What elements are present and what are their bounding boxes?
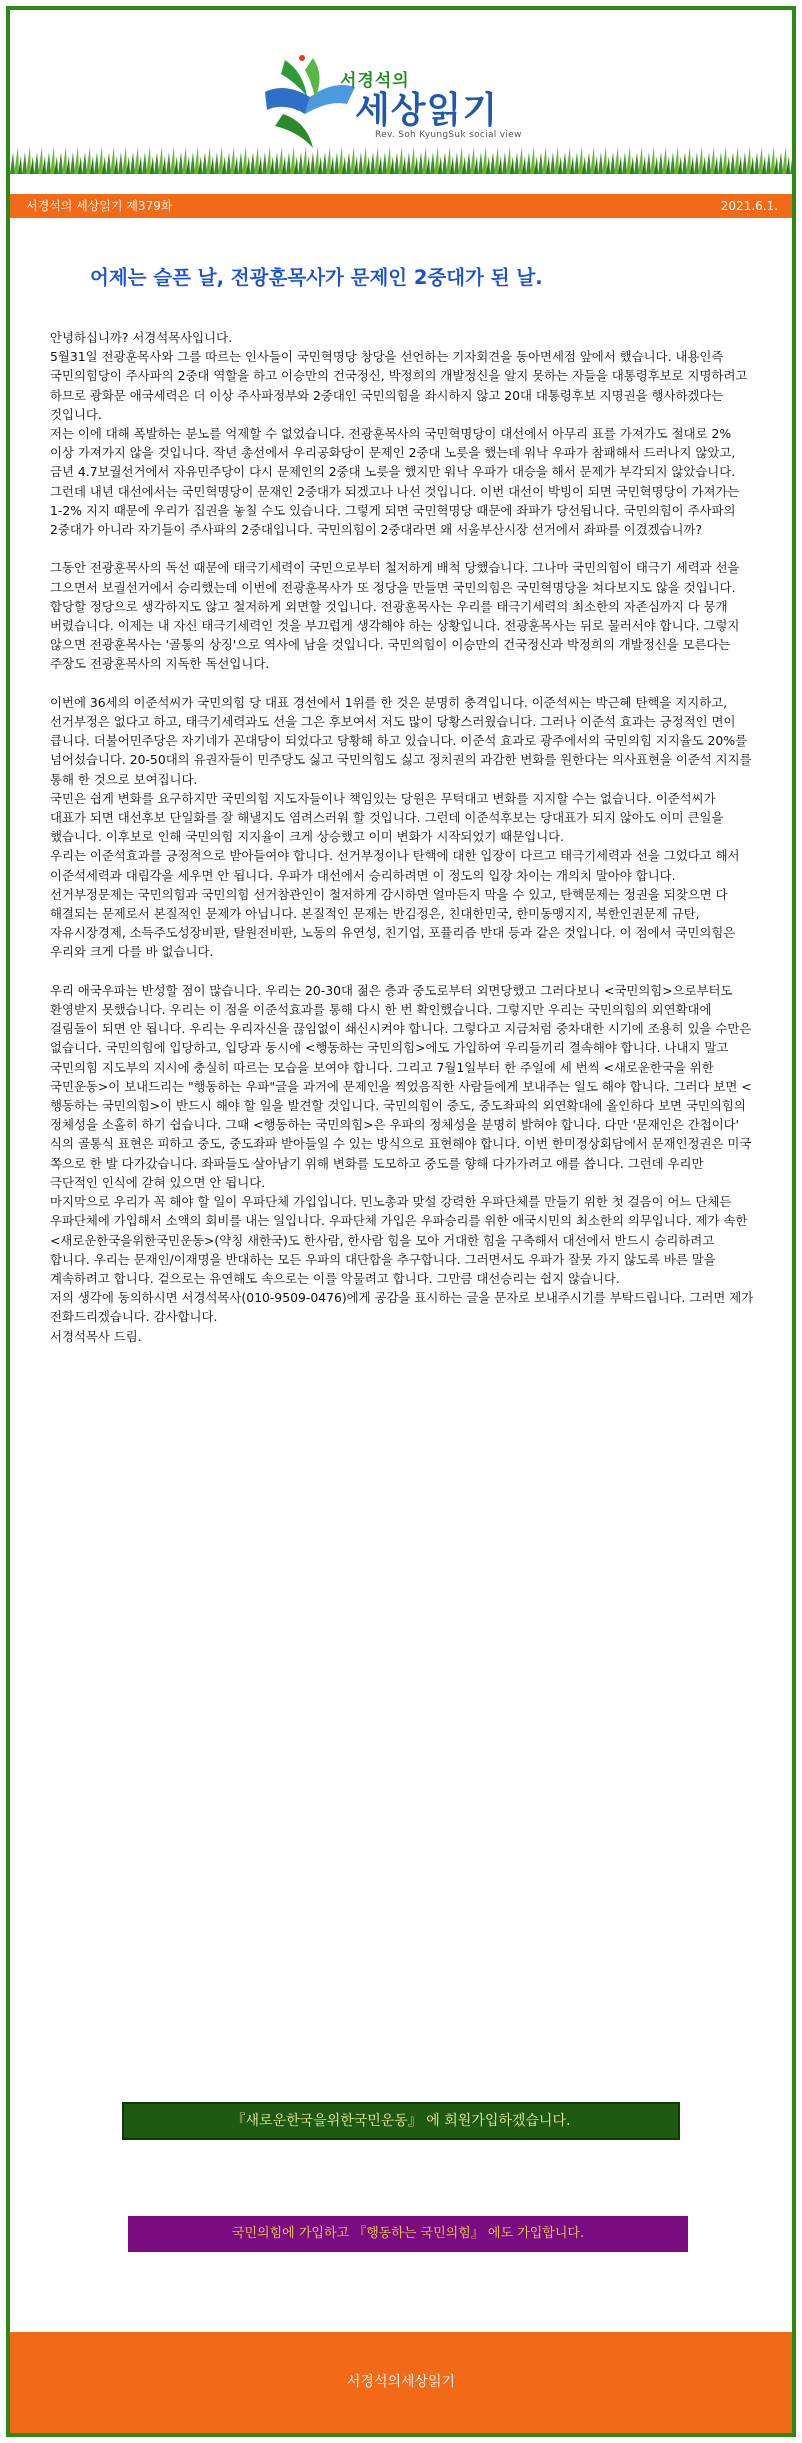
signature: 서경석목사 드림. [50, 1328, 142, 1344]
paragraph: 우리 애국우파는 반성할 점이 많습니다. 우리는 20-30대 젊은 층과 중도로부터 외면당했고 그러다보니 <국민의힘>으로부터도 환영받지 못했습니다. 우리는 이 점을 이준석효과를 통해 다시 한 번 확인했습니다. 그렇지만 우리는 국민의힘의 외연확대에 걸림돌이 되면 안 됩니다. 우리는 우리자신을 끊임없이 쇄신시켜야 합니다. 그렇다고 지금처럼 중차대한 시기에 조용히 있을 수만은 없습니다. 국민의힘에 입당하고, 입당과 동시에 <행동하는 국민의힘>에도 가입하여 우리들끼리 결속해야 합니다. 나내지 말고 국민의힘 지도부의 지시에 충실히 따르는 모습을 보여야 합니다. 그리고 7월1일부터 한 주일에 세 번씩 <새로운한국을 위한 국민운동>이 보내드리는 "행동하는 우파"글을 과거에 문제인을 찍었음직한 사람들에게 보내주는 일도 해야 합니다. 그러다 보면 <행동하는 국민의힘>이 반드시 해야 할 일을 발견할 것입니다. 국민의힘이 중도, 중도좌파의 외연확대에 올인하다 보면 국민의힘의 정체성을 소홀히 하기 쉽습니다. 그때 <행동하는 국민의힘>은 우파의 정체성을 분명히 밝혀야 합니다. 다만 '문재인은 간첩이다' 식의 골통식 표현은 피하고 중도, 중도좌파 받아들일 수 있는 방식으로 표현해야 합니다. 이번 한미정상회담에서 문재인정권은 미국 쪽으로 한 발 다가갔습니다. 좌파들도 살아남기 위해 변화를 도모하고 중도를 향해 다가가려고 애를 씁니다. 그런데 우리만 극단적인 인식에 갇혀 있으면 안 됩니다. [50, 982, 752, 1190]
paragraph-gap [50, 539, 754, 558]
join-membership-button[interactable]: 『새로운한국을위한국민운동』 에 회원가입하겠습니다. [122, 2102, 680, 2140]
paragraph-gap [50, 674, 754, 693]
paragraph: 국민은 쉽게 변화를 요구하지만 국민의힘 지도자들이나 책임있는 당원은 무턱대고 변화를 지지할 수는 없습니다. 이준석씨가 대표가 되면 대선후보 단일화를 잘 해낼지도 염려스러워 할 것입니다. 그런데 이준석후보는 당대표가 되지 않아도 이미 큰일을 했습니다. 이후보로 인해 국민의힘 지지율이 크게 상승했고 이미 변화가 시작되었기 때문입니다. [50, 790, 724, 845]
paragraph: 저는 이에 대해 폭발하는 분노를 억제할 수 없었습니다. 전광훈목사의 국민혁명당이 대선에서 아무리 표를 가져가도 절대로 2% 이상 가져가지 않을 것입니다. 작년 총선에서 우리공화당이 문제인 2중대 노릇을 했는데 워낙 우파가 참패해서 드러나지 않았고, 금년 4.7보궐선거에서 자유민주당이 다시 문제인의 2중대 노릇을 했지만 워낙 우파가 대승을 해서 문제가 부각되지 않았습니다. 그런데 내년 대선에서는 국민혁명당이 문재인 2중대가 되겠고나 나선 것입니다. 이번 대선이 박빙이 되면 국민혁명당이 가져가는 1-2% 지지 때문에 우리가 집권을 놓칠 수도 있습니다. 그렇게 되면 국민혁명당 때문에 좌파가 당선됩니다. 국민의힘이 주사파의 2중대가 아니라 자기들이 주사파의 2중대입니다. 국민의힘이 2중대라면 왜 서울부산시장 선거에서 좌파를 이겼겠습니까? [50, 426, 740, 538]
article-body [50, 328, 754, 1346]
paragraph: 이번에 36세의 이준석씨가 국민의힘 당 대표 경선에서 1위를 한 것은 분명히 충격입니다. 이준석씨는 박근혜 탄핵을 지지하고, 선거부정은 없다고 하고, 태극기세력과도 선을 그은 후보여서 저도 많이 당황스러웠습니다. 그러나 이준석 효과는 긍정적인 면이 큽니다. 더불어민주당은 자기네가 꼰대당이 되었다고 당황해 하고 있습니다. 이준석 효과로 광주에서의 국민의힘 지지율도 20%를 넘어섰습니다. 20-50대의 유권자들이 민주당도 싫고 국민의힘도 싫고 정치권의 과감한 변화를 원한다는 의사표현을 이준석 지지를 통해 한 것으로 보여집니다. [50, 694, 752, 787]
paragraph: 5월31일 전광훈목사와 그를 따르는 인사들이 국민혁명당 창당을 선언하는 기자회견을 동아면세점 앞에서 했습니다. 내용인즉 국민의힘당이 주사파의 2중대 역할을 하고 이승만의 건국정신, 박정희의 개발정신을 알지 못하는 자들을 대통령후보로 지명하려고 하므로 광화문 애국세력은 더 이상 주사파정부와 2중대인 국민의힘을 좌시하지 않고 20대 대통령후보 지명권을 행사하겠다는 것입니다. [50, 349, 748, 422]
join-party-button[interactable]: 국민의힘에 가입하고 『행동하는 국민의힘』 에도 가입합니다. [128, 2216, 688, 2252]
paragraph: 그동안 전광훈목사의 독선 때문에 태극기세력이 국민으로부터 철저하게 배척 당했습니다. 그나마 국민의힘이 태극기 세력과 선을 그으면서 보궐선거에서 승리했는데 이번에 전광훈목사가 또 정당을 만들면 국민의힘은 국민혁명당을 쳐다보지도 않을 것입니다. 합당할 정당으로 생각하지도 않고 철저하게 외면할 것입니다. 전광훈목사는 우리를 태극기세력의 최소한의 자존심까지 다 뭉개 버렸습니다. 이제는 내 자신 태극기세력인 것을 부끄럽게 생각해야 하는 상황입니다. 전광훈목사는 뒤로 물러서야 합니다. 그렇지 않으면 전광훈목사는 '골통의 상징'으로 역사에 남을 것입니다. 국민의힘이 이승만의 건국정신과 박정희의 개발정신을 모른다는 주장도 전광훈목사의 지독한 독선입니다. [50, 560, 740, 672]
article-title: 어제는 슬픈 날, 전광훈목사가 문제인 2중대가 된 날. [90, 266, 543, 289]
newsletter-frame [6, 6, 796, 2437]
issue-header-bar [10, 194, 792, 218]
grass-decoration [10, 140, 792, 174]
paragraph: 저의 생각에 동의하시면 서경석목사(010-9509-0476)에게 공감을 표시하는 글을 문자로 보내주시기를 부탁드립니다. 그러면 제가 전화드리겠습니다. 감사합니다. [50, 1290, 754, 1325]
paragraph: 우리는 이준석효과를 긍정적으로 받아들여야 합니다. 선거부정이나 탄핵에 대한 입장이 다르고 태극기세력과 선을 그었다고 해서 이준석세력과 대립각을 세우면 안 됩니다. 우파가 대선에서 승리하려면 이 정도의 입장 차이는 개의치 말아야 합니다. 선거부정문제는 국민의힘과 국민의힘 선거참관인이 철저하게 감시하면 얼마든지 막을 수 있고, 탄핵문제는 정권을 되찾으면 다 해결되는 문제로서 본질적인 문제가 아닙니다. 본질적인 문제는 반김정은, 친대한민국, 한미동맹지지, 북한인권문제 규탄, 자유시장경제, 소득주도성장비판, 탈원전비판, 노동의 유연성, 친기업, 포퓰리즘 반대 등과 같은 것입니다. 이 점에서 국민의힘은 우리와 크게 다를 바 없습니다. [50, 848, 740, 960]
logo-subtitle: Rev. Soh KyungSuk social view [375, 130, 522, 140]
footer-bar [10, 2332, 792, 2433]
issue-date: 2021.6.1. [720, 199, 778, 213]
issue-number: 서경석의 세상읽기 제379화 [26, 199, 173, 213]
site-logo[interactable] [255, 52, 585, 152]
paragraph-gap [50, 962, 754, 981]
footer-label[interactable]: 서경석의세상읽기 [346, 2374, 456, 2390]
paragraph: 마지막으로 우리가 꼭 해야 할 일이 우파단체 가입입니다. 민노총과 맞설 강력한 우파단체를 만들기 위한 첫 걸음이 어느 단체든 우파단체에 가입해서 소액의 회비를 내는 일입니다. 우파단체 가입은 우파승리를 위한 애국시민의 최소한의 의무입니다. 제가 속한 <새로운한국을위한국민운동>(약칭 새한국)도 한사람, 한사람 힘을 모아 거대한 힘을 구축해서 대선에서 반드시 승리하려고 합니다. 우리는 문재인/이재명을 반대하는 모든 우파의 대단합을 추구합니다. 그러면서도 우파가 잘못 가지 않도록 바른 말을 계속하려고 합니다. 겉으로는 유연해도 속으로는 이를 악물려고 합니다. 그만큼 대선승리는 쉽지 않습니다. [50, 1194, 748, 1286]
banner [10, 10, 792, 182]
paragraph: 안녕하십니까? 서경석목사입니다. [50, 330, 233, 345]
logo-name-small: 서경석의 [340, 71, 410, 91]
logo-name-large: 세상읽기 [355, 90, 499, 131]
